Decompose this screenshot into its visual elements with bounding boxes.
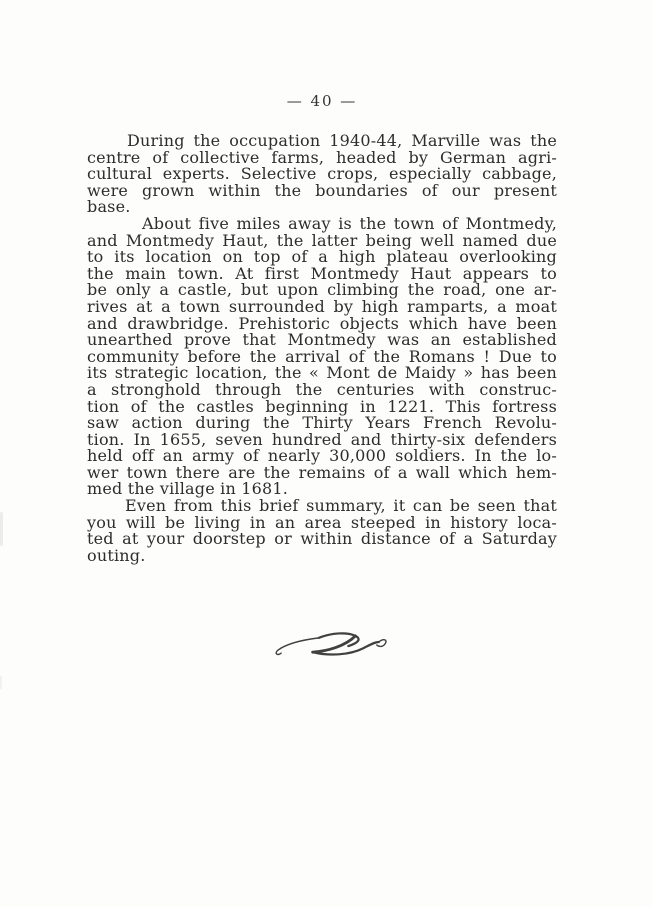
text-line: be only a castle, but upon climbing the road, one ar- <box>87 280 557 300</box>
text-line: a stronghold through the centuries with construc- <box>87 379 557 399</box>
scan-artifact <box>0 676 2 689</box>
text-line: and drawbridge. Prehistoric objects which have been <box>87 313 557 333</box>
text-line: you will be living in an area steeped in history loca- <box>87 512 557 532</box>
text-line: were grown within the boundaries of our present <box>87 180 557 200</box>
paragraph-montmedy <box>87 213 557 499</box>
paragraph-summary <box>87 498 557 564</box>
section-end-flourish-icon <box>274 629 388 659</box>
text-line: base. <box>87 197 131 217</box>
text-line: unearthed prove that Montmedy was an established <box>87 330 557 350</box>
text-line: tion of the castles beginning in 1221. This fortress <box>87 396 557 416</box>
text-line: to its location on top of a high plateau overlooking <box>87 247 557 267</box>
text-line: saw action during the Thirty Years French Revolu- <box>87 413 557 433</box>
text-line: community before the arrival of the Romans ! Due to <box>87 346 557 366</box>
text-line: and Montmedy Haut, the latter being well named due <box>87 230 557 250</box>
text-line: cultural experts. Selective crops, especially cabbage, <box>87 164 557 184</box>
text-line: held off an army of nearly 30,000 soldiers. In the lo- <box>87 446 557 466</box>
text-line: its strategic location, the « Mont de Maidy » has been <box>87 363 557 383</box>
paragraph-occupation <box>87 133 557 216</box>
text-line: About five miles away is the town of Montmedy, <box>142 213 557 233</box>
page-number: — 40 — <box>286 92 358 110</box>
text-line: tion. In 1655, seven hundred and thirty-six defenders <box>87 429 557 449</box>
text-line: Even from this brief summary, it can be seen that <box>125 496 557 516</box>
scan-artifact <box>0 512 3 546</box>
text-line: wer town there are the remains of a wall which hem- <box>87 462 557 482</box>
text-line: the main town. At first Montmedy Haut appears to <box>87 263 557 283</box>
text-line: outing. <box>87 545 146 565</box>
text-line: ted at your doorstep or within distance of a Saturday <box>87 529 557 549</box>
text-line: During the occupation 1940-44, Marville was the <box>127 131 557 150</box>
body-text <box>87 133 557 564</box>
text-line: med the village in 1681. <box>87 479 289 499</box>
text-line: centre of collective farms, headed by German agri- <box>87 147 557 167</box>
text-line: rives at a town surrounded by high ramparts, a moat <box>87 296 557 316</box>
